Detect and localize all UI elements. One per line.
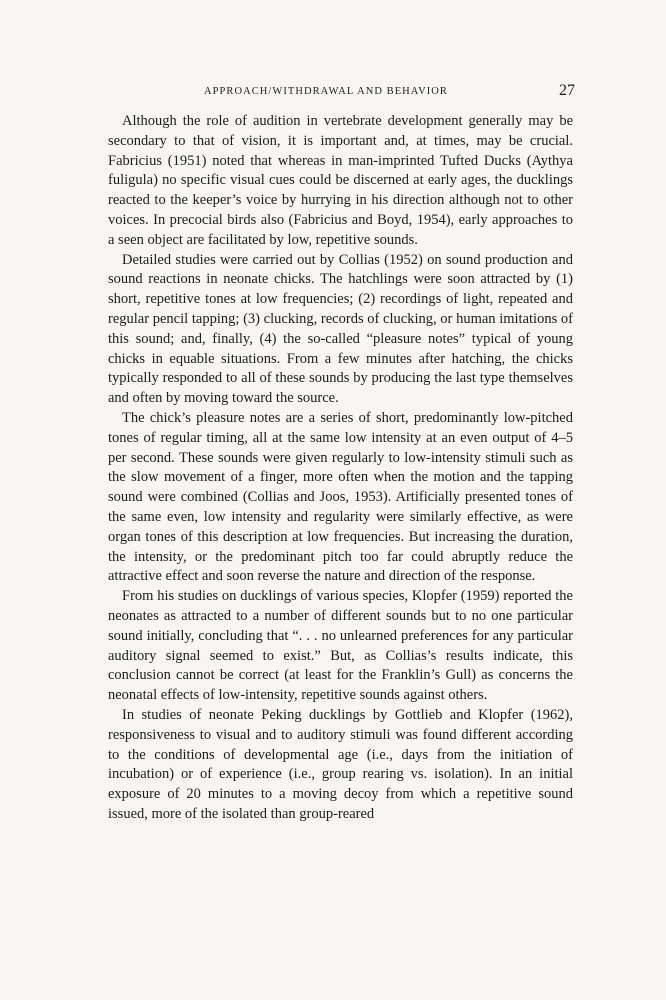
paragraph: The chick’s pleasure notes are a series of short, predominantly low-pitched tones of regular timing, all at the same low intensity at an even output of 4–5 per second. These sounds were given regularly to low-intensity stimuli such as the slow movement of a finger, more often when the motion and the tapping sound were combined (Collias and Joos, 1953). Artificially presented tones of the same even, low intensity and regularity were similarly effective, as were organ tones of this description at low frequencies. But increasing the duration, the intensity, or the predominant pitch too far could abruptly reduce the attractive effect and soon reverse the nature and direction of the response. <box>108 409 573 585</box>
paragraph: In studies of neonate Peking ducklings by Gottlieb and Klopfer (1962), responsiveness to visual and to auditory stimuli was found different according to the conditions of developmental age (i.e., days from the initiation of incubation) or of experience (i.e., group rearing vs. isolation). In an initial exposure of 20 minutes to a moving decoy from which a repetitive sound issued, more of the isolated than group-reared <box>108 706 573 822</box>
paragraph: Although the role of audition in vertebrate development generally may be secondary to that of vision, it is important and, at times, may be crucial. Fabricius (1951) noted that whereas in man-imprinted Tufted Ducks (Aythya fuligula) no specific visual cues could be discerned at early ages, the ducklings reacted to the keeper’s voice by hurrying in his direction although not to other voices. In precocial birds also (Fabricius and Boyd, 1954), early approaches to a seen object are facilitated by low, repetitive sounds. <box>108 113 573 248</box>
paragraph: From his studies on ducklings of various species, Klopfer (1959) reported the neonates as attracted to a number of different sounds but to no one particular sound initially, concluding that “. . . no unlearned preferences for any particular auditory signal seemed to exist.” But, as Collias’s results indicate, this conclusion cannot be correct (at least for the Franklin’s Gull) as concerns the neonatal effects of low-intensity, repetitive sounds against others. <box>108 588 573 704</box>
running-head: APPROACH/WITHDRAWAL AND BEHAVIOR <box>204 86 448 97</box>
page-number: 27 <box>559 82 575 99</box>
paragraph: Detailed studies were carried out by Collias (1952) on sound production and sound reactions in neonate chicks. The hatchlings were soon attracted by (1) short, repetitive tones at low frequencies; (2) recordings of light, repeated and regular pencil tapping; (3) clucking, records of clucking, or human imitations of this sound; and, finally, (4) the so-called “pleasure notes” typical of young chicks in equable situations. From a few minutes after hatching, the chicks typically responded to all of these sounds by producing the last type themselves and often by moving toward the source. <box>108 251 573 407</box>
page-header <box>0 82 666 102</box>
body-text <box>108 112 573 825</box>
